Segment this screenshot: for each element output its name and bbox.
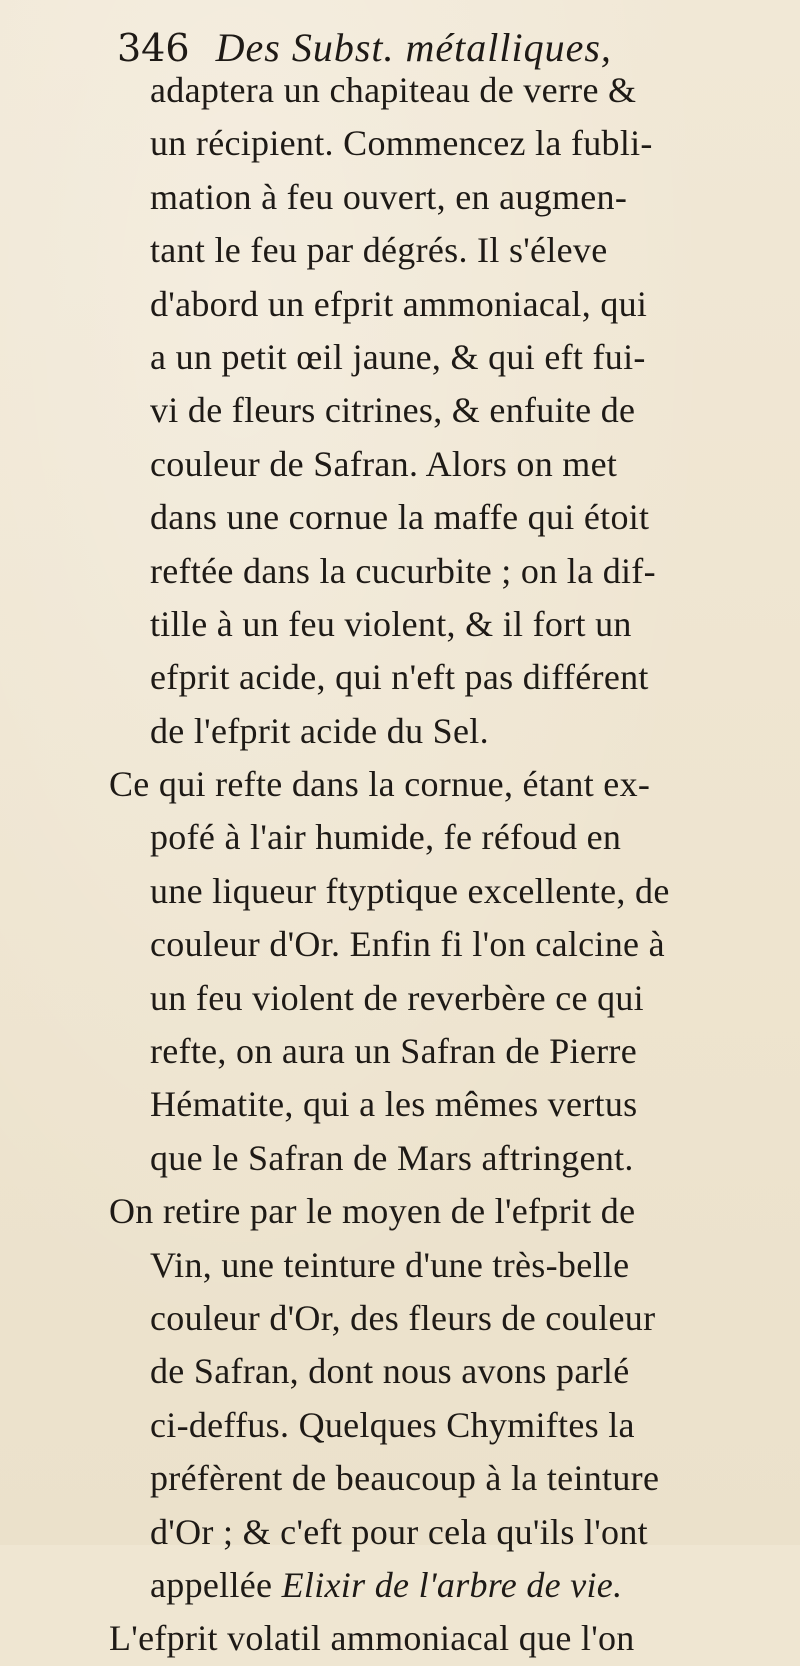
paragraph-start-line: On retire par le moyen de l'efprit de	[109, 1191, 636, 1232]
paragraph-start-line: Ce qui refte dans la cornue, étant ex-	[109, 764, 651, 805]
text-line: couleur d'Or. Enfin fi l'on calcine à	[150, 924, 665, 965]
text-line: adaptera un chapiteau de verre &	[150, 70, 637, 110]
text-line: un récipient. Commencez la fubli-	[150, 123, 653, 164]
text-line: préfèrent de beaucoup à la teinture	[150, 1458, 660, 1499]
text-line: tant le feu par dégrés. Il s'éleve	[150, 230, 608, 271]
text-line-with-italic	[150, 1559, 790, 1612]
text-line-start: appellée	[150, 1564, 282, 1605]
text-line: que le Safran de Mars aftringent.	[150, 1137, 634, 1178]
text-line: de Safran, dont nous avons parlé	[150, 1351, 630, 1392]
text-line: pofé à l'air humide, fe réfoud en	[150, 817, 622, 858]
text-line: vi de fleurs citrines, & enfuite de	[150, 390, 636, 431]
paragraph-start-line: L'efprit volatil ammoniacal que l'on	[109, 1618, 635, 1659]
text-body	[109, 64, 790, 1666]
text-line: efprit acide, qui n'eft pas différent	[150, 657, 649, 698]
text-line: d'abord un efprit ammoniacal, qui	[150, 283, 648, 324]
text-line: couleur de Safran. Alors on met	[150, 443, 618, 484]
text-line: refte, on aura un Safran de Pierre	[150, 1031, 637, 1072]
text-line: Hématite, qui a les mêmes vertus	[150, 1084, 638, 1125]
text-line: un feu violent de reverbère ce qui	[150, 977, 644, 1018]
page-number: 346	[117, 26, 190, 70]
text-line: ci-deffus. Quelques Chymiftes la	[150, 1404, 635, 1445]
text-line: une liqueur ftyptique excellente, de	[150, 870, 670, 911]
text-line: a un petit œil jaune, & qui eft fui-	[150, 336, 646, 377]
text-line: couleur d'Or, des fleurs de couleur	[150, 1297, 656, 1338]
text-line: Vin, une teinture d'une très-belle	[150, 1244, 630, 1285]
text-line: dans une cornue la maffe qui étoit	[150, 497, 650, 538]
text-line: d'Or ; & c'eft pour cela qu'ils l'ont	[150, 1511, 648, 1552]
running-head: Des Subst. métalliques,	[215, 25, 612, 70]
text-line: de l'efprit acide du Sel.	[150, 710, 489, 751]
text-line: mation à feu ouvert, en augmen-	[150, 176, 628, 217]
text-line: tille à un feu violent, & il fort un	[150, 603, 632, 644]
italic-title: Elixir de l'arbre de vie.	[281, 1564, 623, 1605]
text-line: reftée dans la cucurbite ; on la dif-	[150, 550, 656, 591]
